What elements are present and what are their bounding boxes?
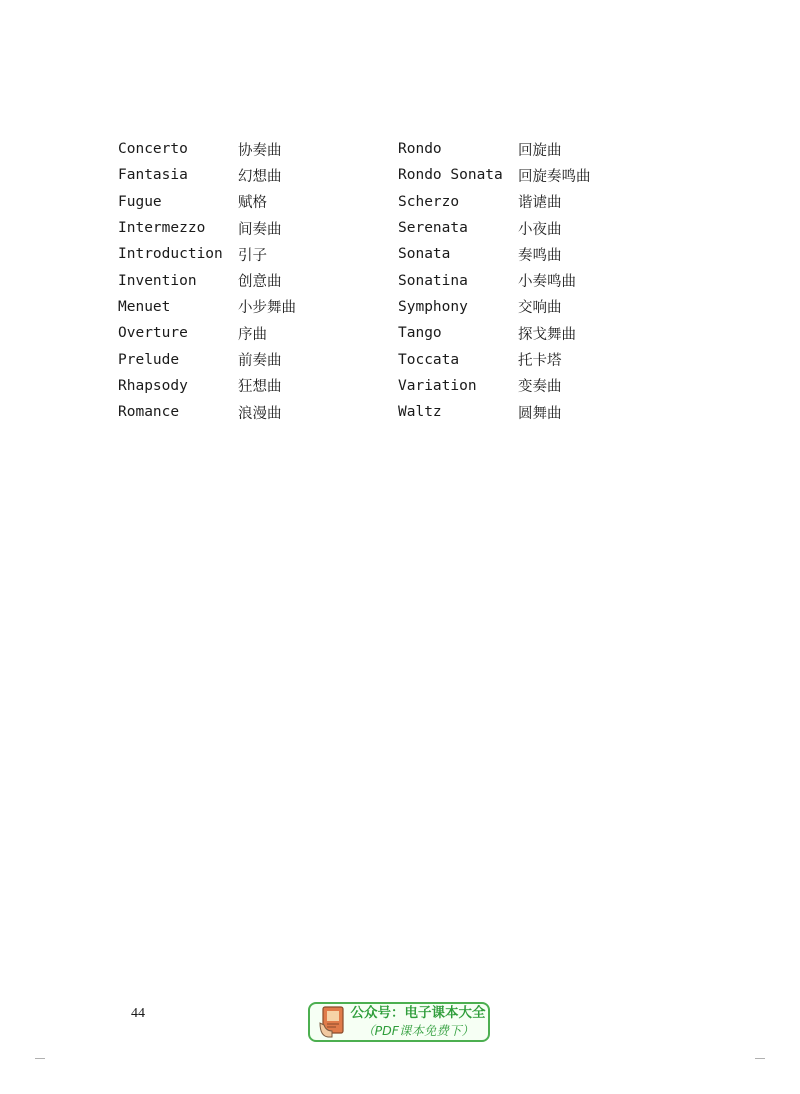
glossary-row xyxy=(398,215,678,241)
glossary-row xyxy=(118,267,398,293)
glossary-row xyxy=(118,320,398,346)
translation: 托卡塔 xyxy=(518,353,562,370)
translation: 谐谑曲 xyxy=(518,195,562,212)
translation: 引子 xyxy=(238,247,267,264)
glossary-column-left xyxy=(118,136,398,425)
term: Rhapsody xyxy=(118,377,188,394)
translation: 回旋曲 xyxy=(518,142,562,159)
glossary-row xyxy=(398,189,678,215)
translation: 圆舞曲 xyxy=(518,405,562,422)
translation: 变奏曲 xyxy=(518,379,562,396)
term: Rondo xyxy=(398,141,442,158)
glossary-row xyxy=(398,399,678,425)
glossary-row xyxy=(398,136,678,162)
term: Waltz xyxy=(398,404,442,421)
term: Fantasia xyxy=(118,167,188,184)
glossary-row xyxy=(118,162,398,188)
glossary-row xyxy=(118,136,398,162)
term: Variation xyxy=(398,377,477,394)
glossary-column-right xyxy=(398,136,678,425)
term: Romance xyxy=(118,404,180,421)
term: Symphony xyxy=(398,298,468,315)
translation: 探戈舞曲 xyxy=(518,326,576,343)
crop-mark-right xyxy=(755,1058,765,1059)
glossary-row xyxy=(118,189,398,215)
term: Invention xyxy=(118,272,197,289)
crop-mark-left xyxy=(35,1058,45,1059)
glossary-row xyxy=(398,373,678,399)
translation: 协奏曲 xyxy=(238,142,282,159)
term: Menuet xyxy=(118,298,171,315)
translation: 小夜曲 xyxy=(518,221,562,238)
translation: 浪漫曲 xyxy=(238,405,282,422)
glossary-row xyxy=(398,294,678,320)
term: Tango xyxy=(398,325,442,342)
glossary-row xyxy=(398,346,678,372)
term: Introduction xyxy=(118,246,223,263)
glossary-row xyxy=(118,399,398,425)
translation: 奏鸣曲 xyxy=(518,247,562,264)
translation: 回旋奏鸣曲 xyxy=(518,168,591,185)
translation: 狂想曲 xyxy=(238,379,282,396)
book-icon xyxy=(318,1005,348,1039)
translation: 间奏曲 xyxy=(238,221,282,238)
translation: 创意曲 xyxy=(238,274,282,291)
badge-text xyxy=(348,1005,488,1039)
badge-line-2: （PDF课本免费下） xyxy=(362,1023,474,1038)
translation: 赋格 xyxy=(238,195,267,212)
translation: 交响曲 xyxy=(518,300,562,317)
term: Serenata xyxy=(398,220,468,237)
term: Scherzo xyxy=(398,193,460,210)
badge-line-1: 公众号：电子课本大全 xyxy=(350,1005,486,1021)
term: Prelude xyxy=(118,351,180,368)
glossary-row xyxy=(118,241,398,267)
glossary-row xyxy=(398,267,678,293)
term: Sonatina xyxy=(398,272,468,289)
glossary-row xyxy=(398,320,678,346)
page-number: 44 xyxy=(131,1006,145,1021)
glossary-row xyxy=(118,215,398,241)
term: Intermezzo xyxy=(118,220,206,237)
translation: 小步舞曲 xyxy=(238,300,296,317)
glossary-table xyxy=(118,136,678,425)
translation: 前奏曲 xyxy=(238,353,282,370)
translation: 序曲 xyxy=(238,326,267,343)
term: Overture xyxy=(118,325,188,342)
translation: 幻想曲 xyxy=(238,168,282,185)
glossary-row xyxy=(118,346,398,372)
term: Sonata xyxy=(398,246,451,263)
watermark-badge xyxy=(308,1002,490,1042)
term: Rondo Sonata xyxy=(398,167,503,184)
translation: 小奏鸣曲 xyxy=(518,274,576,291)
glossary-row xyxy=(118,373,398,399)
glossary-row xyxy=(398,241,678,267)
glossary-row xyxy=(398,162,678,188)
term: Toccata xyxy=(398,351,460,368)
term: Fugue xyxy=(118,193,162,210)
term: Concerto xyxy=(118,141,188,158)
glossary-row xyxy=(118,294,398,320)
